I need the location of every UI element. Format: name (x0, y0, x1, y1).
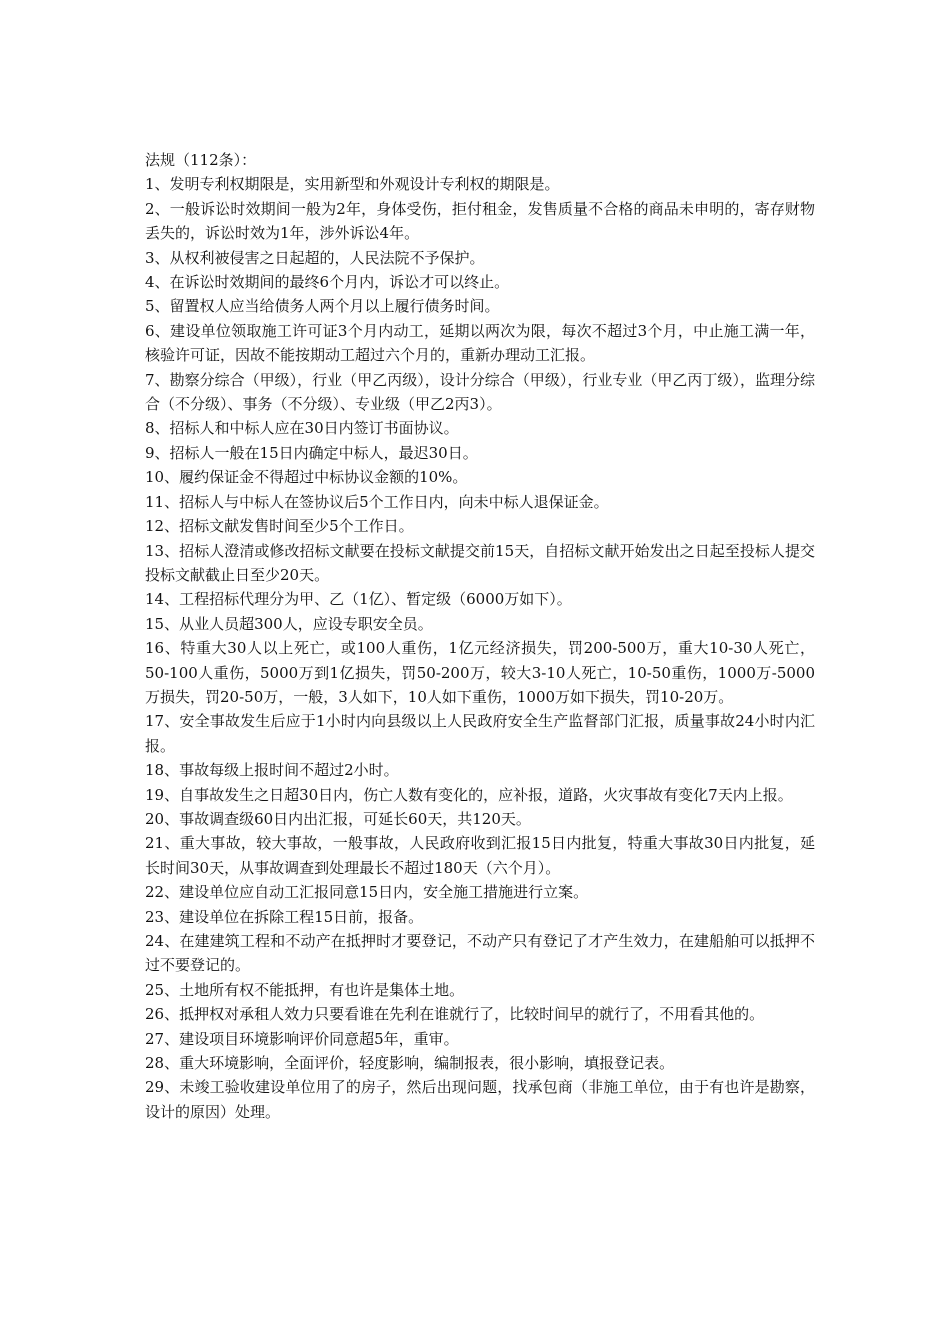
paragraph-item-21: 21、重大事故，较大事故，一般事故，人民政府收到汇报15日内批复，特重大事故30日内批复，延长时间30天，从事故调查到处理最长不超过180天（六个月）。 (145, 834, 815, 877)
paragraph-item-19: 19、自事故发生之日超30日内，伤亡人数有变化的，应补报，道路，火灾事故有变化7天内上报。 (145, 785, 793, 804)
paragraph-item-24: 24、在建建筑工程和不动产在抵押时才要登记，不动产只有登记了才产生效力，在建船舶可以抵押不过不要登记的。 (145, 932, 815, 975)
paragraph-item-26: 26、抵押权对承租人效力只要看谁在先利在谁就行了，比较时间早的就行了，不用看其他的。 (145, 1005, 765, 1024)
paragraph-item-3: 3、从权利被侵害之日起超的，人民法院不予保护。 (145, 248, 485, 267)
paragraph-item-9: 9、招标人一般在15日内确定中标人，最迟30日。 (145, 443, 478, 462)
paragraph-item-18: 18、事故每级上报时间不超过2小时。 (145, 761, 399, 780)
paragraph-item-22: 22、建设单位应自动工汇报同意15日内，安全施工措施进行立案。 (145, 883, 589, 902)
paragraph-item-28: 28、重大环境影响，全面评价，轻度影响，编制报表，很小影响，填报登记表。 (145, 1054, 675, 1073)
paragraph-item-6: 6、建设单位领取施工许可证3个月内动工，延期以两次为限，每次不超过3个月，中止施工满一年，核验许可证，因故不能按期动工超过六个月的，重新办理动工汇报。 (145, 321, 815, 365)
paragraph-item-29: 29、未竣工验收建设单位用了的房子，然后出现问题，找承包商（非施工单位，由于有也许是勘察，设计的原因）处理。 (145, 1078, 815, 1121)
paragraph-item-2: 2、一般诉讼时效期间一般为2年，身体受伤，拒付租金，发售质量不合格的商品未申明的，寄存财物丢失的，诉讼时效为1年，涉外诉讼4年。 (145, 199, 815, 243)
paragraph-item-23: 23、建设单位在拆除工程15日前，报备。 (145, 907, 424, 926)
paragraph-item-13: 13、招标人澄清或修改招标文献要在投标文献提交前15天，自招标文献开始发出之日起至投标人提交投标文献截止日至少20天。 (145, 541, 815, 584)
paragraph-item-8: 8、招标人和中标人应在30日内签订书面协议。 (145, 419, 459, 438)
paragraph-item-1: 1、发明专利权期限是，实用新型和外观设计专利权的期限是。 (145, 175, 560, 194)
paragraph-item-14: 14、工程招标代理分为甲、乙（1亿）、暂定级（6000万如下）。 (145, 590, 572, 609)
paragraph-item-15: 15、从业人员超300人，应设专职安全员。 (145, 614, 433, 633)
document-page (145, 148, 815, 1124)
paragraph-item-12: 12、招标文献发售时间至少5个工作日。 (145, 517, 414, 536)
paragraph-item-5: 5、留置权人应当给债务人两个月以上履行债务时间。 (145, 297, 500, 316)
paragraph-item-11: 11、招标人与中标人在签协议后5个工作日内，向未中标人退保证金。 (145, 492, 609, 511)
document-title: 法规（112条）： (145, 151, 257, 169)
paragraph-item-27: 27、建设项目环境影响评价同意超5年，重审。 (145, 1029, 459, 1048)
paragraph-item-4: 4、在诉讼时效期间的最终6个月内，诉讼才可以终止。 (145, 273, 510, 292)
paragraph-item-25: 25、土地所有权不能抵押，有也许是集体土地。 (145, 980, 465, 999)
paragraph-item-16: 16、特重大30人以上死亡，或100人重伤，1亿元经济损失，罚200-500万，重大10-30人死亡，50-100人重伤，5000万到1亿损失，罚50-200万，较大3-10人死亡，10-50重伤，1000万-5000万损失，罚20-50万，一般，3人如下，10人如下重伤，1000万如下损失，罚10-20万。 (145, 639, 815, 706)
paragraph-item-7: 7、勘察分综合（甲级），行业（甲乙丙级），设计分综合（甲级），行业专业（甲乙丙丁级），监理分综合（不分级）、事务（不分级）、专业级（甲乙2丙3）。 (145, 370, 815, 414)
paragraph-item-10: 10、履约保证金不得超过中标协议金额的10%。 (145, 468, 468, 487)
paragraph-item-17: 17、安全事故发生后应于1小时内向县级以上人民政府安全生产监督部门汇报，质量事故24小时内汇报。 (145, 712, 815, 755)
paragraph-item-20: 20、事故调查级60日内出汇报，可延长60天，共120天。 (145, 809, 531, 828)
